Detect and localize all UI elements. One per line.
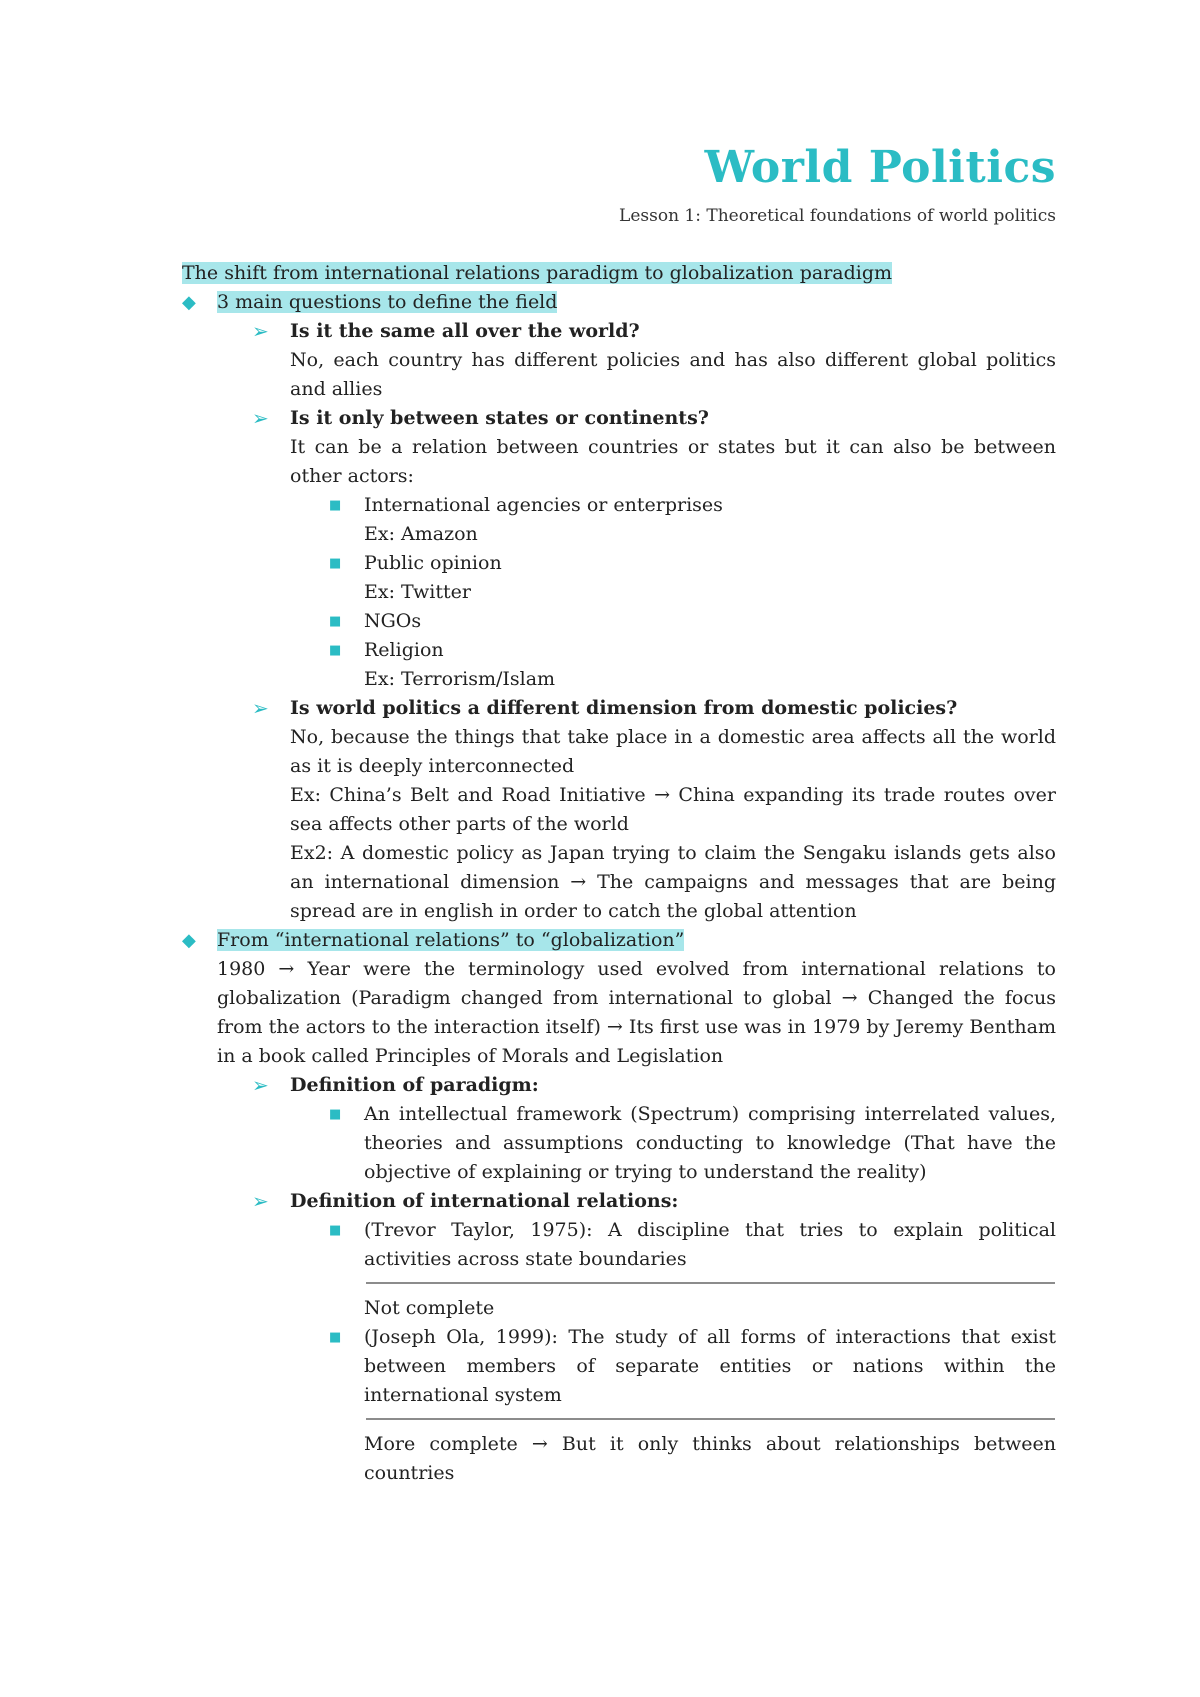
section-1-heading-text: 3 main questions to define the field [217, 291, 558, 313]
section-heading-text: The shift from international relations paradigm to globalization paradigm [182, 262, 893, 284]
document-title: World Politics [704, 142, 1056, 193]
arrow-bullet-icon: ➢ [252, 319, 269, 343]
actor-item-label: International agencies or enterprises [364, 494, 723, 516]
ir-definition-1-text: (Trevor Taylor, 1975): A discipline that tries to explain political activities across state boundaries [364, 1219, 1056, 1270]
square-bullet-icon: ■ [329, 1223, 342, 1238]
section-2-paragraph: 1980 → Year were the terminology used evolved from international relations to globalization (Paradigm changed from international to global → Changed the focus from the actors to the interaction itself) → Its first use was in 1979 by Jeremy Bentham in a book called Principles of Morals and Legislation [217, 958, 1056, 1067]
document-body [182, 259, 1056, 1488]
ir-note-2: More complete → But it only thinks about relationships between countries [364, 1433, 1056, 1484]
question-3-text: Is world politics a different dimension from domestic policies? [290, 697, 958, 719]
actor-item [182, 607, 1056, 636]
question-3-example-1: Ex: China’s Belt and Road Initiative → China expanding its trade routes over sea affects other parts of the world [290, 784, 1056, 835]
question-2-text: Is it only between states or continents? [290, 407, 709, 429]
question-3 [182, 694, 1056, 723]
arrow-bullet-icon: ➢ [252, 696, 269, 720]
paradigm-definition-text: An intellectual framework (Spectrum) comprising interrelated values, theories and assumptions conducting to knowledge (That have the objective of explaining or trying to understand the reality) [364, 1103, 1056, 1183]
question-1 [182, 317, 1056, 346]
section-heading [182, 259, 1056, 288]
document-subtitle: Lesson 1: Theoretical foundations of world politics [619, 206, 1056, 226]
arrow-bullet-icon: ➢ [252, 1189, 269, 1213]
question-1-answer: No, each country has different policies and has also different global politics and allies [290, 349, 1056, 400]
actor-item [182, 549, 1056, 578]
question-1-text: Is it the same all over the world? [290, 320, 640, 342]
section-1-heading [182, 288, 1056, 317]
actor-item-label: NGOs [364, 610, 422, 632]
square-bullet-icon: ■ [329, 1107, 342, 1122]
arrow-bullet-icon: ➢ [252, 406, 269, 430]
square-bullet-icon: ■ [329, 643, 342, 658]
ir-definition-2 [182, 1323, 1056, 1410]
horizontal-rule [366, 1418, 1055, 1420]
actor-item-example: Ex: Terrorism/Islam [364, 668, 556, 690]
question-2 [182, 404, 1056, 433]
actor-item-label: Religion [364, 639, 444, 661]
diamond-bullet-icon: ◆ [182, 292, 196, 313]
ir-heading [182, 1187, 1056, 1216]
ir-definition-2-text: (Joseph Ola, 1999): The study of all forms of interactions that exist between members of separate entities or nations within the international system [364, 1326, 1056, 1406]
square-bullet-icon: ■ [329, 1330, 342, 1345]
actor-item-example: Ex: Twitter [364, 581, 471, 603]
question-3-example-2: Ex2: A domestic policy as Japan trying to claim the Sengaku islands gets also an international dimension → The campaigns and messages that are being spread are in english in order to catch the global attention [290, 842, 1056, 922]
horizontal-rule [366, 1282, 1055, 1284]
question-3-answer: No, because the things that take place in a domestic area affects all the world as it is deeply interconnected [290, 726, 1056, 777]
diamond-bullet-icon: ◆ [182, 930, 196, 951]
ir-definition-1 [182, 1216, 1056, 1274]
actor-item-label: Public opinion [364, 552, 502, 574]
square-bullet-icon: ■ [329, 498, 342, 513]
paradigm-definition [182, 1100, 1056, 1187]
ir-note-1: Not complete [364, 1297, 495, 1319]
actor-item [182, 636, 1056, 665]
square-bullet-icon: ■ [329, 614, 342, 629]
arrow-bullet-icon: ➢ [252, 1073, 269, 1097]
actor-item [182, 491, 1056, 520]
paradigm-heading-text: Definition of paradigm: [290, 1074, 539, 1096]
question-2-answer: It can be a relation between countries or states but it can also be between other actors: [290, 436, 1056, 487]
paradigm-heading [182, 1071, 1056, 1100]
square-bullet-icon: ■ [329, 556, 342, 571]
actor-item-example: Ex: Amazon [364, 523, 478, 545]
ir-heading-text: Definition of international relations: [290, 1190, 679, 1212]
section-2-heading-text: From “international relations” to “globalization” [217, 929, 685, 951]
section-2-heading [182, 926, 1056, 955]
